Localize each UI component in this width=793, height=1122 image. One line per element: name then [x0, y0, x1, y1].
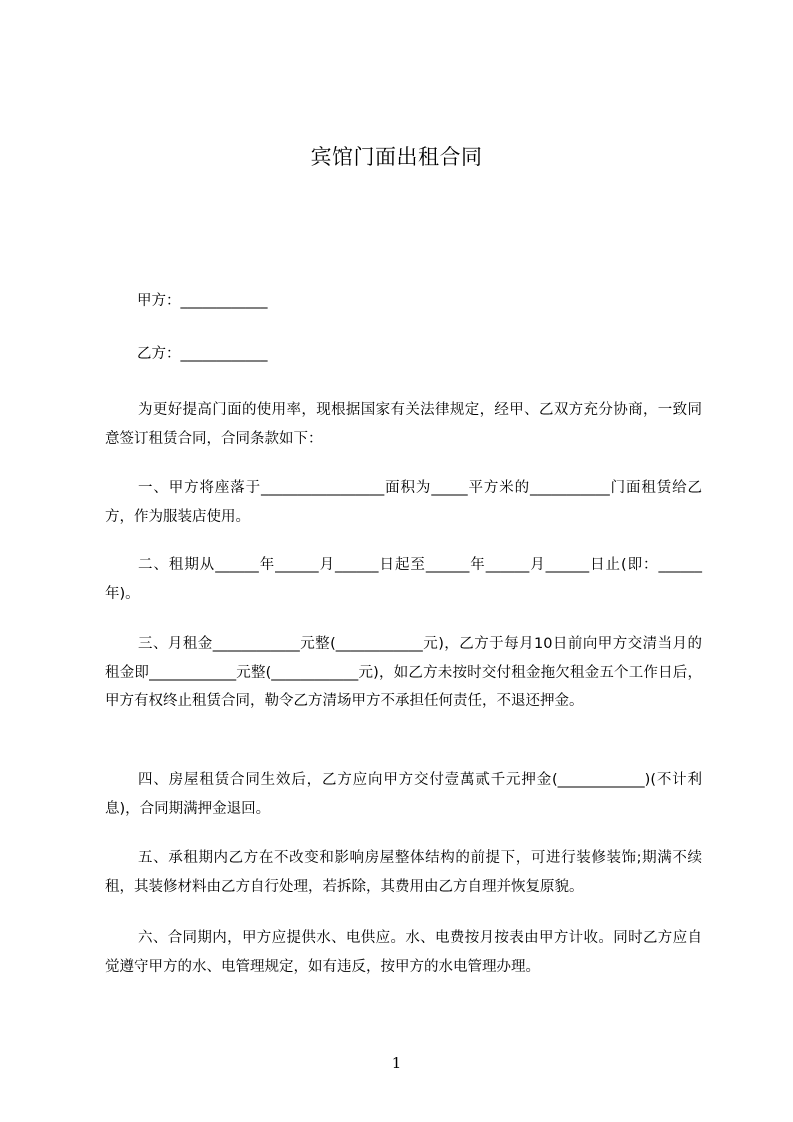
clause-2-paragraph: 二、租期从______年______月______日起至______年______月______日止(即：______年)。 [105, 557, 702, 602]
clause-5-paragraph: 五、承租期内乙方在不改变和影响房屋整体结构的前提下，可进行装修装饰;期满不续租，其装修材料由乙方自行处理，若拆除，其费用由乙方自理并恢复原貌。 [105, 850, 702, 895]
clause-3-paragraph: 三、月租金____________元整(____________元)，乙方于每月10日前向甲方交清当月的租金即____________元整(____________元)，如乙方未按时交付租金拖欠租金五个工作日后，甲方有权终止租赁合同，勒令乙方清场甲方不承担任何责任，不退还押金。 [105, 636, 702, 709]
party-b-line: 乙方：____________ [137, 346, 268, 362]
clause-1-paragraph: 一、甲方将座落于_________________面积为_____平方米的___________门面租赁给乙方，作为服装店使用。 [105, 480, 702, 525]
clause-4-paragraph: 四、房屋租赁合同生效后，乙方应向甲方交付壹萬贰千元押金(____________)(不计利息)，合同期满押金退回。 [105, 772, 702, 817]
page-number: 1 [391, 1054, 402, 1072]
document-title: 宾馆门面出租合同 [310, 145, 483, 169]
party-a-line: 甲方：____________ [137, 293, 268, 309]
intro-paragraph: 为更好提高门面的使用率，现根据国家有关法律规定，经甲、乙双方充分协商，一致同意签订租赁合同，合同条款如下： [105, 402, 702, 447]
clause-6-paragraph: 六、合同期内，甲方应提供水、电供应。水、电费按月按表由甲方计收。同时乙方应自觉遵守甲方的水、电管理规定，如有违反，按甲方的水电管理办理。 [105, 930, 702, 975]
